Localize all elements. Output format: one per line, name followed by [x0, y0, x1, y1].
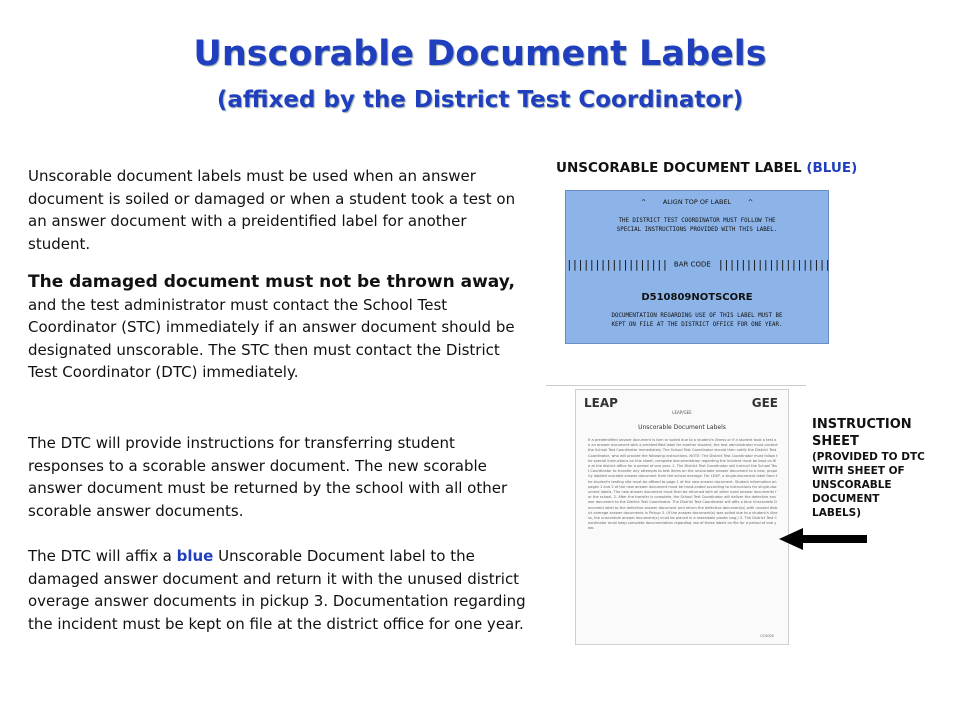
page-subtitle: (affixed by the District Test Coordinator) — [216, 87, 744, 113]
caption-detail-line1: (PROVIDED TO DTC — [812, 451, 925, 463]
label-doc-line2: KEPT ON FILE AT THE DISTRICT OFFICE FOR ONE YEAR. — [611, 322, 783, 328]
label-documentation — [566, 312, 828, 330]
instruction-sheet-image — [575, 389, 789, 645]
left-arrow-icon — [779, 528, 867, 550]
paragraph-damaged-rest: and the test administrator must contact the School Test Coordinator (STC) immediately if an answer document should be designated unscorable. The STC then must contact the District Test Coordinator (DTC) immediately. — [28, 295, 515, 381]
sheet-body: If a preidentified answer document is torn or soiled due to a student's illness or if a student took a test on an answer document with a preidentified label for another student, the test administrator must contact the School Test Coordinator immediately. The School Test Coordinator should then notify the District Test Coordinator, who will provide the following instructions. NOTE: The District Test Coordinator must follow the special instructions on this sheet; complete documentation regarding the incident must be kept on file at the district office for a period of one year. 1. The District Test Coordinator will instruct the School Test Coordinator to transfer any attempts to test items on the unscorable answer document to a new, properly labeled scorable answer document from the school overage. For LEAP, a single-document label from the student's testing site must be affixed to page 1 of the new answer document. Student information on pages 1 and 2 of the new answer document must be hand-coded according to instructions for single-document labels. The new answer document must then be returned with all other used answer documents for the school. 2. After the transfer is complete, the School Test Coordinator will deliver the defective answer document to the District Test Coordinator. The District Test Coordinator will affix a blue Unscorable Document label to the defective answer document and return the defective document(s) with unused district overage answer documents in Pickup 3. (If the answer document(s) was soiled due to a student's illness, the unscorable answer document(s) must be placed in a resealable plastic bag.) 3. The District Test Coordinator must keep complete documentation regarding use of these labels on file for a period of one year. — [588, 438, 778, 531]
label-code: D510809NOTSCORE — [641, 292, 753, 303]
caption-detail-line4: DOCUMENT — [812, 493, 880, 505]
caption-title-line1: INSTRUCTION — [812, 417, 912, 432]
barcode-text: BAR CODE — [673, 260, 711, 269]
paragraph-affix-blue: blue — [176, 547, 214, 565]
instruction-sheet-caption — [812, 416, 952, 520]
label-heading-text: UNSCORABLE DOCUMENT LABEL — [556, 160, 802, 176]
label-instructions-line1: THE DISTRICT TEST COORDINATOR MUST FOLLOW THE — [618, 218, 776, 224]
paragraph-damaged-lead: The damaged document must not be thrown away, — [28, 272, 515, 292]
label-instructions — [566, 217, 828, 235]
paragraph-affix-after: Unscorable Document label to the damaged answer document and return it with the unused district overage answer documents in pickup 3. Documentation regarding the incident must be kept on file at the district office for one year. — [28, 547, 526, 633]
sheet-title: Unscorable Document Labels — [638, 424, 726, 431]
label-heading-color: (BLUE) — [806, 160, 858, 176]
caption-detail-line3: UNSCORABLE — [812, 479, 892, 491]
gee-logo: GEE — [751, 396, 778, 410]
barcode-bars-right: |||||||||||||||||||| — [717, 258, 830, 271]
barcode-bars-left: |||||||||||||||||| — [566, 258, 668, 271]
label-heading — [556, 160, 857, 176]
paragraph-dtc-affix — [28, 545, 528, 635]
paragraph-dtc-instructions: The DTC will provide instructions for transferring student responses to a scorable answer document. The new scorable answer document must be returned by the school with all other scorable answer documents. — [28, 434, 508, 520]
label-doc-line1: DOCUMENTATION REGARDING USE OF THIS LABEL MUST BE — [611, 313, 783, 319]
sheet-code: LEAP/GEE — [672, 410, 692, 415]
unscorable-label-sample — [565, 190, 829, 344]
paragraph-usage: Unscorable document labels must be used when an answer document is soiled or damaged or when a student took a test on an answer document with a preidentified label for another student. — [28, 167, 516, 253]
label-align-text: ^ ALIGN TOP OF LABEL ^ — [640, 198, 754, 206]
sheet-footer: CC0000 — [760, 634, 774, 638]
caption-detail-line2: WITH SHEET OF — [812, 465, 905, 477]
leap-logo: LEAP — [584, 396, 618, 410]
paragraph-damaged-document — [28, 271, 528, 384]
caption-detail-line5: LABELS) — [812, 507, 862, 519]
label-barcode — [566, 258, 828, 271]
page-title: Unscorable Document Labels — [193, 34, 767, 74]
label-instructions-line2: SPECIAL INSTRUCTIONS PROVIDED WITH THIS LABEL. — [616, 227, 778, 233]
paragraph-affix-before: The DTC will affix a — [28, 547, 177, 565]
caption-title-line2: SHEET — [812, 434, 859, 449]
